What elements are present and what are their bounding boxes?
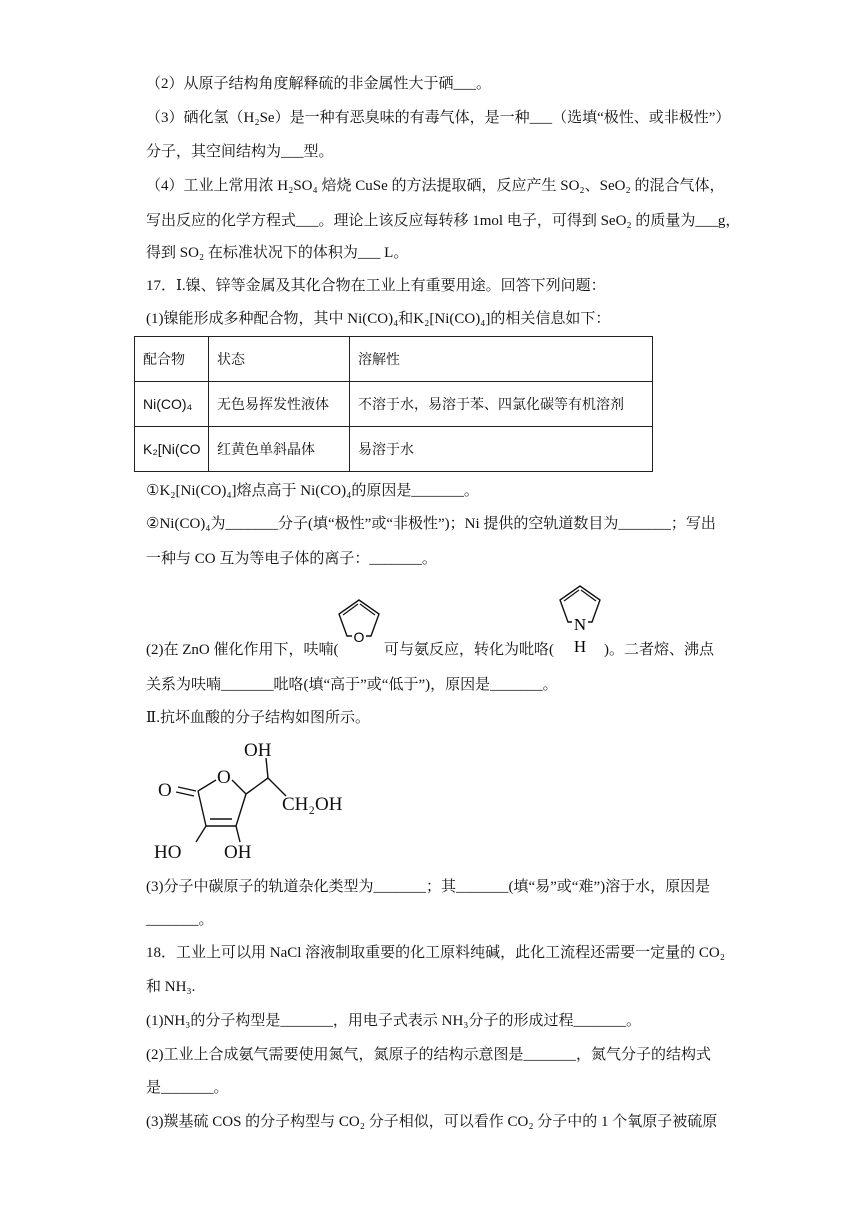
ring-o-label: O bbox=[217, 767, 231, 788]
q18-part2-line1: (2)工业上合成氨气需要使用氮气，氮原子的结构示意图是_______，氮气分子的结构式 bbox=[146, 1047, 711, 1063]
q17-part2-text-a: (2)在 ZnO 催化作用下，呋喃( bbox=[146, 642, 339, 658]
table-cell: 红黄色单斜晶体 bbox=[209, 427, 350, 472]
q17-sub2-line1: ②Ni(CO)₄为_______分子(填“极性”或“非极性”)；Ni 提供的空轨道数目为_______；写出 bbox=[146, 516, 716, 532]
ch2oh-label: CH₂OH bbox=[282, 794, 343, 815]
table-cell: K₂[Ni(CO bbox=[135, 427, 209, 472]
pyrrole-structure bbox=[552, 580, 608, 660]
q18-part1: (1)NH₃的分子构型是_______，用电子式表示 NH₃分子的形成过程_______。 bbox=[146, 1013, 642, 1029]
furan-structure bbox=[333, 594, 385, 654]
table-header-row bbox=[135, 337, 653, 382]
carbonyl-o-label: O bbox=[158, 780, 172, 801]
q17-part1: (1)镍能形成多种配合物，其中 Ni(CO)₄和K₂[Ni(CO)₄]的相关信息如下： bbox=[146, 311, 611, 327]
q16-part3-line2: 分子，其空间结构为___型。 bbox=[146, 144, 334, 160]
pyrrole-n-label: N bbox=[573, 615, 587, 634]
q17-sub2-line2: 一种与 CO 互为等电子体的离子：_______。 bbox=[146, 551, 437, 567]
ho-label: HO bbox=[154, 842, 182, 863]
q16-part4-line3: 得到 SO₂ 在标准状况下的体积为___ L。 bbox=[146, 245, 409, 261]
q16-part2: （2）从原子结构角度解释硫的非金属性大于硒___。 bbox=[146, 76, 492, 92]
q18-intro-line1: 18．工业上可以用 NaCl 溶液制取重要的化工原料纯碱，此化工流程还需要一定量的 CO₂ bbox=[146, 945, 725, 961]
q17-part-ii-intro: Ⅱ.抗坏血酸的分子结构如图所示。 bbox=[146, 710, 370, 726]
table-header-cell: 溶解性 bbox=[350, 337, 653, 382]
q18-intro-line2: 和 NH₃. bbox=[146, 979, 196, 995]
table-cell: 不溶于水，易溶于苯、四氯化碳等有机溶剂 bbox=[350, 382, 653, 427]
table-cell: Ni(CO)₄ bbox=[135, 382, 209, 427]
complex-info-table bbox=[134, 336, 653, 472]
q17-part3-line2: _______。 bbox=[146, 912, 214, 928]
q17-intro: 17．Ⅰ.镍、锌等金属及其化合物在工业上有重要用途。回答下列问题： bbox=[146, 278, 606, 294]
oh-bottom-label: OH bbox=[224, 842, 252, 863]
furan-o-label: O bbox=[353, 629, 365, 645]
table-cell: 无色易挥发性液体 bbox=[209, 382, 350, 427]
table-header-cell: 状态 bbox=[209, 337, 350, 382]
q16-part4-line1: （4）工业上常用浓 H₂SO₄ 焙烧 CuSe 的方法提取硒，反应产生 SO₂、SeO₂ 的混合气体， bbox=[146, 178, 725, 194]
oh-top-label: OH bbox=[244, 740, 272, 761]
pyrrole-h-label: H bbox=[573, 637, 587, 656]
q17-part2-text-b: 可与氨反应，转化为吡咯( bbox=[384, 642, 554, 658]
q16-part4-line2: 写出反应的化学方程式___。理论上该反应每转移 1mol 电子，可得到 SeO₂ 的质量为___g， bbox=[146, 213, 741, 229]
table-cell: 易溶于水 bbox=[350, 427, 653, 472]
q18-part3-line1: (3)羰基硫 COS 的分子构型与 CO₂ 分子相似，可以看作 CO₂ 分子中的 1 个氧原子被硫原 bbox=[146, 1114, 718, 1130]
ascorbic-acid-structure bbox=[146, 738, 356, 868]
table-row bbox=[135, 427, 653, 472]
q17-part2-text-c: )。二者熔、沸点 bbox=[604, 642, 714, 658]
table-header-cell: 配合物 bbox=[135, 337, 209, 382]
table-row bbox=[135, 382, 653, 427]
q18-part2-line2: 是_______。 bbox=[146, 1080, 229, 1096]
q17-sub1: ①K₂[Ni(CO)₄]熔点高于 Ni(CO)₄的原因是_______。 bbox=[146, 483, 479, 499]
q16-part3-line1: （3）硒化氢（H₂Se）是一种有恶臭味的有毒气体，是一种___（选填“极性、或非极性”） bbox=[146, 110, 731, 126]
q17-part2-line2: 关系为呋喃_______吡咯(填“高于”或“低于”)，原因是_______。 bbox=[146, 677, 558, 693]
q17-part3-line1: (3)分子中碳原子的轨道杂化类型为_______；其_______(填“易”或“难”)溶于水，原因是 bbox=[146, 879, 711, 895]
